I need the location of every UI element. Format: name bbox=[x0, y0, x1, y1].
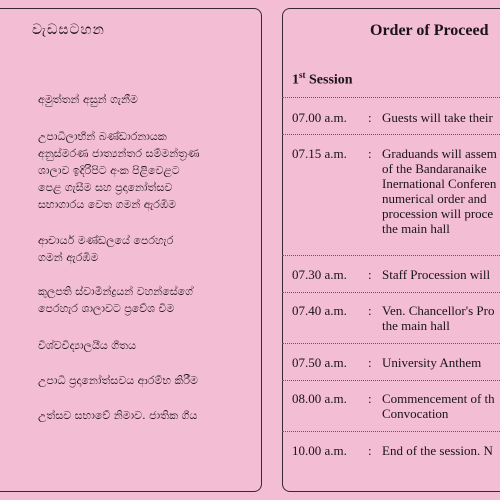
row-time: 10.00 a.m. bbox=[292, 443, 347, 458]
row-colon: : bbox=[368, 110, 372, 125]
row-colon: : bbox=[368, 267, 372, 282]
row-time: 07.50 a.m. bbox=[292, 355, 347, 370]
sinhala-title: වැඩසටහන bbox=[32, 22, 105, 38]
row-colon: : bbox=[368, 355, 372, 370]
row-desc: Staff Procession will bbox=[382, 267, 491, 282]
divider bbox=[282, 292, 500, 293]
sinhala-item-6: උපාධි ප්‍රදානෝත්සවය ආරම්භ කිරීම bbox=[38, 374, 198, 387]
order-title: Order of Proceed bbox=[370, 22, 489, 39]
divider bbox=[282, 134, 500, 135]
row-time: 07.00 a.m. bbox=[292, 110, 347, 125]
sinhala-item-4: කුලපති ස්වාමීන්ද්‍රයන් වහන්සේගේ පෙරහැර ශාලාවට ප්‍රවේශ වීම bbox=[38, 285, 193, 315]
row-desc: Guests will take their bbox=[382, 110, 493, 125]
row-desc: End of the session. N bbox=[382, 443, 493, 458]
sinhala-item-1: අමුත්තන් අසුන් ගැනීම bbox=[38, 93, 138, 106]
row-time: 07.15 a.m. bbox=[292, 146, 347, 161]
session-heading: 1st Session bbox=[292, 70, 353, 88]
row-time: 07.40 a.m. bbox=[292, 303, 347, 318]
row-colon: : bbox=[368, 443, 372, 458]
row-desc: Graduands will assem of the Bandaranaike Inernational Conferen numerical order and procession will proce the main hall bbox=[382, 146, 497, 236]
sinhala-item-2: උපාධිලාභීන් බණ්ඩාරනායක අනුස්මරණ ජාත්‍යන්තර සම්මන්ත්‍රණ ශාලාව ඉදිරිපිට අංක පිළිවෙළට පෙළ ගැසීම සහ ප්‍රදානෝත්සව සභාගාරය වෙත ගමන් ඇරඹීම bbox=[38, 130, 200, 211]
row-time: 08.00 a.m. bbox=[292, 391, 347, 406]
row-colon: : bbox=[368, 146, 372, 161]
divider bbox=[282, 380, 500, 381]
row-colon: : bbox=[368, 391, 372, 406]
sinhala-item-5: විශ්වවිද්‍යාලයීය ගීතය bbox=[38, 339, 136, 352]
row-colon: : bbox=[368, 303, 372, 318]
row-time: 07.30 a.m. bbox=[292, 267, 347, 282]
row-desc: Commencement of th Convocation bbox=[382, 391, 495, 421]
row-desc: University Anthem bbox=[382, 355, 482, 370]
divider bbox=[282, 97, 500, 98]
sinhala-item-3: ආචාර්ය මණ්ඩලයේ පෙරහැර ගමන් ඇරඹීම bbox=[38, 234, 174, 264]
divider bbox=[282, 343, 500, 344]
divider bbox=[282, 431, 500, 432]
divider bbox=[282, 255, 500, 256]
sinhala-item-7: උත්සව සභාවේ නිමාව. ජාතික ගීය bbox=[38, 409, 198, 422]
row-desc: Ven. Chancellor's Pro the main hall bbox=[382, 303, 495, 333]
